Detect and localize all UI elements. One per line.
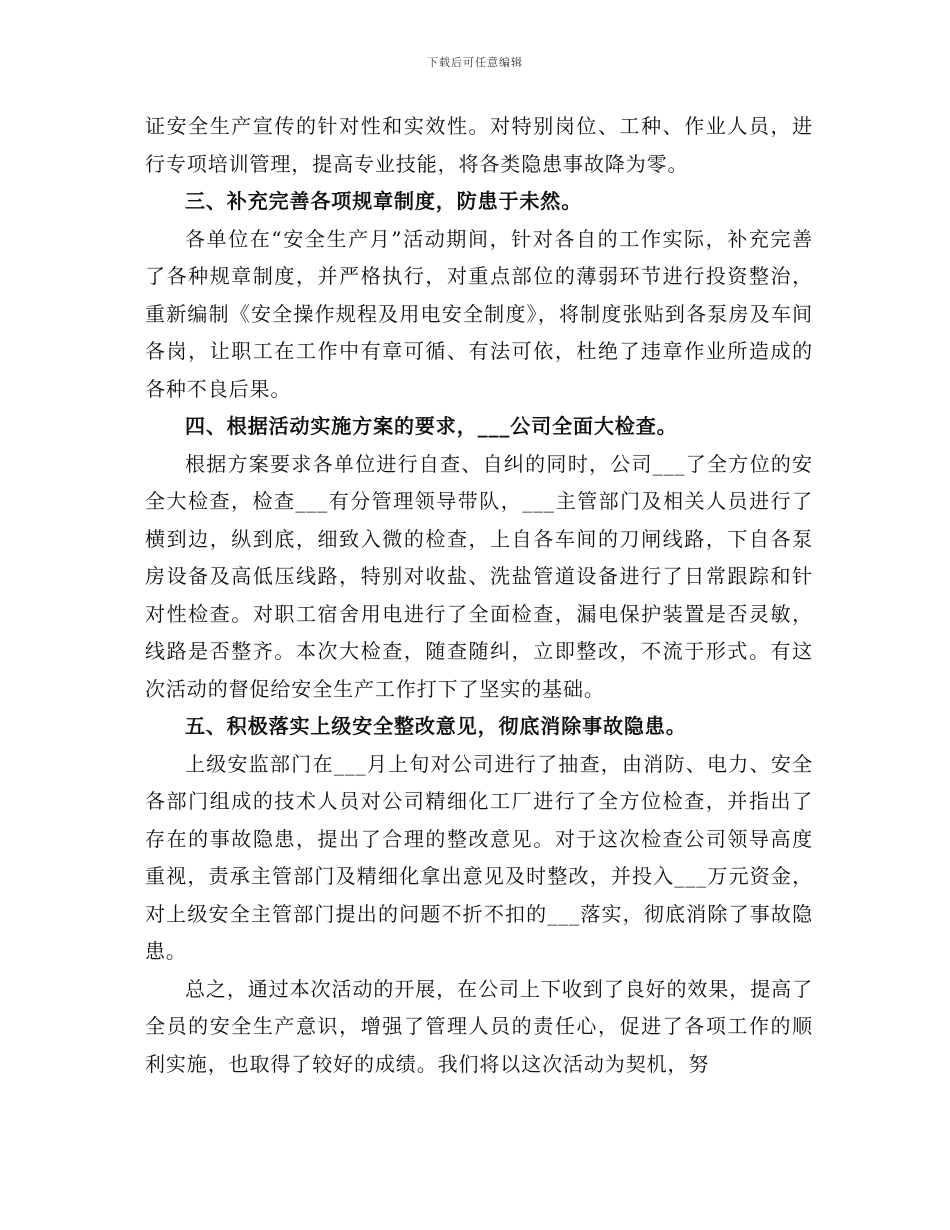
- paragraph-section-3: 各单位在“安全生产月”活动期间，针对各自的工作实际，补充完善了各种规章制度，并严格执行，对重点部位的薄弱环节进行投资整治，重新编制《安全操作规程及用电安全制度》，将制度张贴到各泵房及车间各岗，让职工在工作中有章可循、有法可依，杜绝了违章作业所造成的各种不良后果。: [145, 226, 813, 401]
- section-heading-5: 五、积极落实上级安全整改意见，彻底消除事故隐患。: [185, 714, 687, 738]
- paragraph-summary: 总之，通过本次活动的开展，在公司上下收到了良好的效果，提高了全员的安全生产意识，增强了管理人员的责任心，促进了各项工作的顺利实施，也取得了较好的成绩。我们将以这次活动为契机，努: [145, 976, 813, 1076]
- section-heading-4: 四、根据活动实施方案的要求，___公司全面大检查。: [185, 414, 678, 438]
- document-body: [145, 108, 813, 1083]
- paragraph-section-4: 根据方案要求各单位进行自查、自纠的同时，公司___了全方位的安全大检查，检查___有分管理领导带队，___主管部门及相关人员进行了横到边，纵到底，细致入微的检查，上自各车间的刀闸线路，下自各泵房设备及高低压线路，特别对收盐、洗盐管道设备进行了日常跟踪和针对性检查。对职工宿舍用电进行了全面检查，漏电保护装置是否灵敏，线路是否整齐。本次大检查，随查随纠，立即整改，不流于形式。有这次活动的督促给安全生产工作打下了坚实的基础。: [145, 451, 813, 701]
- paragraph-section-5: 上级安监部门在___月上旬对公司进行了抽查，由消防、电力、安全各部门组成的技术人员对公司精细化工厂进行了全方位检查，并指出了存在的事故隐患，提出了合理的整改意见。对于这次检查公司领导高度重视，责承主管部门及精细化拿出意见及时整改，并投入___万元资金，对上级安全主管部门提出的问题不折不扣的___落实，彻底消除了事故隐患。: [145, 751, 813, 963]
- paragraph-continuation: 证安全生产宣传的针对性和实效性。对特别岗位、工种、作业人员，进行专项培训管理，提高专业技能，将各类隐患事故降为零。: [145, 114, 813, 176]
- download-note: 下载后可任意编辑: [427, 56, 523, 69]
- section-heading-3: 三、补充完善各项规章制度，防患于未然。: [185, 189, 583, 213]
